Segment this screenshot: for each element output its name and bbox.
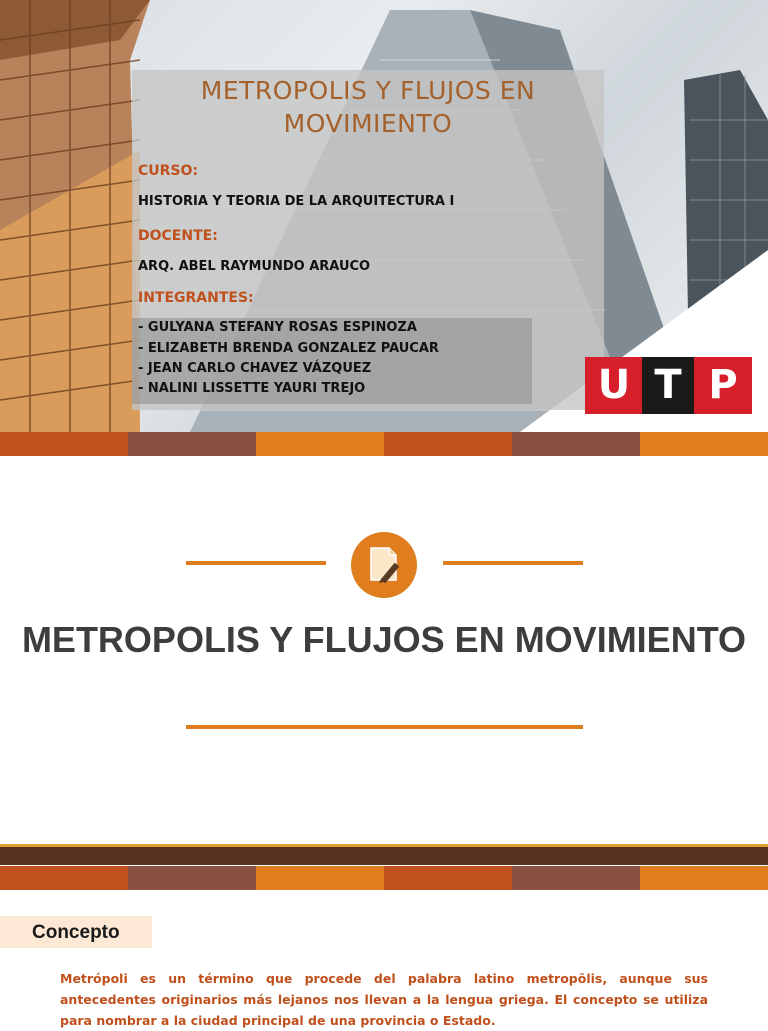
docente-value: ARQ. ABEL RAYMUNDO ARAUCO bbox=[138, 259, 371, 274]
concept-paragraph: Metrópoli es un término que procede del palabra latino metropōlis, aunque sus antecedentes originarios más lejanos nos llevan a la lengua griega. El concepto se utiliza para nombrar a la ciudad principal de una provincia o Estado. bbox=[60, 971, 708, 1028]
cover-title: METROPOLIS Y FLUJOS EN MOVIMIENTO bbox=[200, 76, 536, 138]
member-item: - ELIZABETH BRENDA GONZALEZ PAUCAR bbox=[138, 341, 439, 356]
concept-heading: Concepto bbox=[32, 922, 120, 943]
divider-left bbox=[186, 561, 326, 565]
member-item: - JEAN CARLO CHAVEZ VÁZQUEZ bbox=[138, 361, 372, 376]
section-title: METROPOLIS Y FLUJOS EN MOVIMIENTO bbox=[21, 619, 747, 660]
color-stripe-bottom bbox=[0, 866, 768, 890]
docente-label: DOCENTE: bbox=[138, 228, 218, 244]
utp-logo bbox=[585, 357, 752, 414]
course-info-panel bbox=[132, 70, 604, 410]
logo-letter-u: U bbox=[597, 362, 631, 408]
logo-letter-p: P bbox=[708, 362, 738, 408]
document-pencil-icon bbox=[351, 532, 417, 598]
curso-label: CURSO: bbox=[138, 163, 199, 179]
color-stripe-top bbox=[0, 432, 768, 456]
curso-value: HISTORIA Y TEORIA DE LA ARQUITECTURA I bbox=[138, 194, 455, 209]
logo-letter-t: T bbox=[654, 362, 682, 408]
members-list bbox=[132, 318, 532, 404]
integrantes-label: INTEGRANTES: bbox=[138, 290, 254, 306]
cover-slide bbox=[0, 0, 768, 432]
member-item: - NALINI LISSETTE YAURI TREJO bbox=[138, 381, 366, 396]
footer-band bbox=[0, 844, 768, 865]
divider-bottom bbox=[186, 725, 583, 729]
divider-right bbox=[443, 561, 583, 565]
member-item: - GULYANA STEFANY ROSAS ESPINOZA bbox=[138, 320, 417, 335]
